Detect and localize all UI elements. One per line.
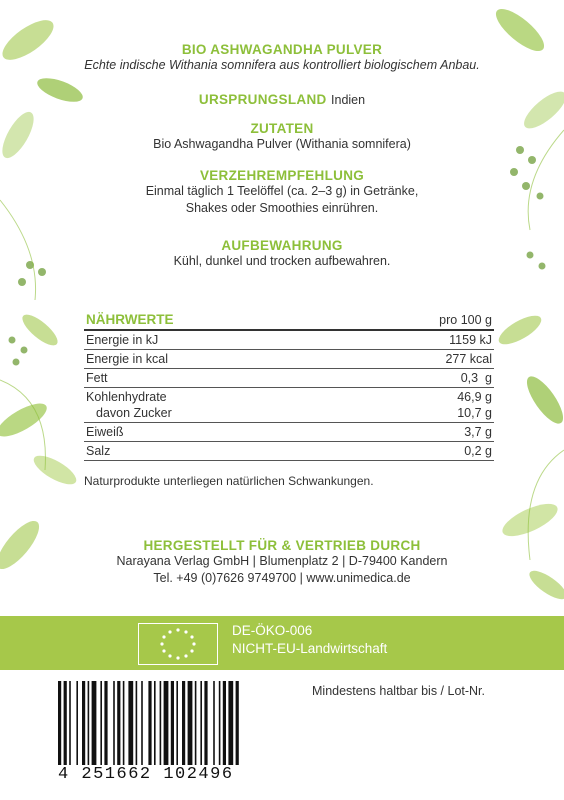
recommendation-line-2: Shakes oder Smoothies einrühren.	[185, 201, 379, 215]
certification-origin: NICHT-EU-Landwirtschaft	[232, 641, 388, 656]
ingredients-section	[0, 121, 564, 153]
leaf-icon	[495, 310, 546, 350]
nutrition-value: 3,7 g	[464, 425, 492, 439]
nutrition-note: Naturprodukte unterliegen natürlichen Schwankungen.	[84, 474, 374, 488]
eu-organic-logo	[138, 623, 218, 665]
storage-text: Kühl, dunkel und trocken aufbewahren.	[173, 254, 391, 268]
product-subtitle: Echte indische Withania somnifera aus kontrolliert biologischem Anbau.	[84, 58, 480, 72]
nutrition-row	[84, 423, 494, 442]
nutrition-value: 46,9 g	[457, 390, 492, 404]
storage-heading: AUFBEWAHRUNG	[221, 238, 343, 253]
best-before-label: Mindestens haltbar bis / Lot-Nr.	[312, 684, 485, 698]
nutrition-header	[84, 311, 494, 331]
nutrition-label: Salz	[86, 444, 111, 458]
nutrition-table	[84, 311, 494, 461]
manufacturer-contact: Tel. +49 (0)7626 9749700 | www.unimedica.de	[153, 571, 411, 585]
nutrition-value: 0,3 g	[460, 371, 492, 385]
manufacturer-section	[0, 538, 564, 587]
recommendation-section	[0, 168, 564, 217]
nutrition-sub-label: davon Zucker	[96, 406, 172, 420]
nutrition-heading: NÄHRWERTE	[86, 312, 174, 327]
nutrition-row	[84, 442, 494, 461]
barcode-number: 4 251662 102496	[58, 765, 234, 784]
nutrition-label: Kohlenhydrate	[86, 390, 167, 404]
nutrition-label: Eiweiß	[86, 425, 124, 439]
leaf-icon	[18, 310, 62, 351]
nutrition-label: Energie in kJ	[86, 333, 159, 347]
leaf-icon	[521, 371, 564, 428]
ingredients-heading: ZUTATEN	[250, 121, 314, 136]
leaf-icon	[498, 497, 562, 542]
nutrition-per: pro 100 g	[439, 313, 492, 327]
manufacturer-heading: HERGESTELLT FÜR & VERTRIEB DURCH	[143, 538, 421, 553]
nutrition-row	[84, 350, 494, 369]
storage-section	[0, 238, 564, 270]
origin-heading: URSPRUNGSLAND	[198, 92, 327, 107]
nutrition-row	[84, 369, 494, 388]
certification-text	[232, 622, 387, 658]
nutrition-label: Energie in kcal	[86, 352, 168, 366]
nutrition-value: 0,2 g	[464, 444, 492, 458]
origin-section	[0, 91, 564, 109]
nutrition-value: 1159 kJ	[449, 333, 492, 347]
ingredients-text: Bio Ashwagandha Pulver (Withania somnifera)	[153, 137, 411, 151]
eu-leaf-icon	[139, 624, 217, 664]
nutrition-row	[84, 388, 494, 423]
nutrition-label: Fett	[86, 371, 108, 385]
nutrition-value: 277 kcal	[445, 352, 492, 366]
certification-code: DE-ÖKO-006	[232, 623, 313, 638]
recommendation-heading: VERZEHREMPFEHLUNG	[199, 168, 365, 183]
barcode	[56, 681, 276, 765]
origin-value: Indien	[331, 93, 366, 107]
recommendation-line-1: Einmal täglich 1 Teelöffel (ca. 2–3 g) in Getränke,	[145, 184, 419, 198]
leaf-icon	[30, 450, 81, 490]
nutrition-sub-value: 10,7 g	[457, 406, 492, 420]
manufacturer-address: Narayana Verlag GmbH | Blumenplatz 2 | D-79400 Kandern	[116, 554, 448, 568]
product-title: BIO ASHWAGANDHA PULVER	[181, 42, 383, 57]
product-section	[0, 42, 564, 74]
nutrition-row	[84, 331, 494, 350]
